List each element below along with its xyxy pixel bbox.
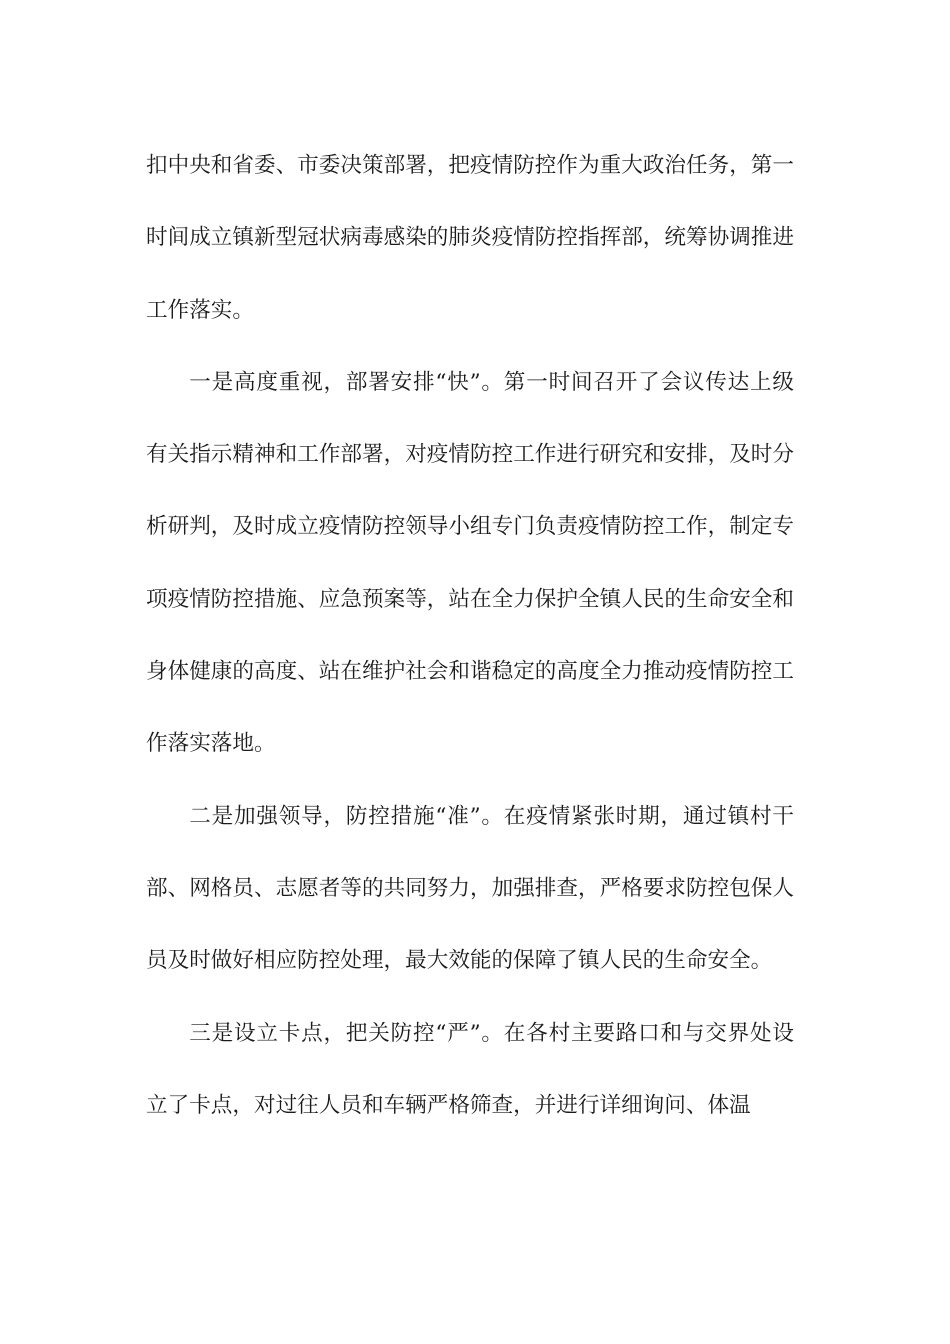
body-text — [146, 130, 794, 1142]
paragraph-point-two: 二是加强领导，防控措施“准”。在疫情紧张时期，通过镇村干部、网格员、志愿者等的共同努力，加强排查，严格要求防控包保人员及时做好相应防控处理，最大效能的保障了镇人民的生命安全。 — [146, 803, 794, 974]
paragraph-point-three: 三是设立卡点，把关防控“严”。在各村主要路口和与交界处设立了卡点，对过往人员和车辆严格筛查，并进行详细询问、体温 — [146, 1020, 794, 1118]
paragraph-continuation: 扣中央和省委、市委决策部署，把疫情防控作为重大政治任务，第一时间成立镇新型冠状病毒感染的肺炎疫情防控指挥部，统筹协调推进工作落实。 — [146, 153, 794, 323]
paragraph-point-one: 一是高度重视，部署安排“快”。第一时间召开了会议传达上级有关指示精神和工作部署，对疫情防控工作进行研究和安排，及时分析研判，及时成立疫情防控领导小组专门负责疫情防控工作，制定专项疫情防控措施、应急预案等，站在全力保护全镇人民的生命安全和身体健康的高度、站在维护社会和谐稳定的高度全力推动疫情防控工作落实落地。 — [146, 369, 794, 757]
